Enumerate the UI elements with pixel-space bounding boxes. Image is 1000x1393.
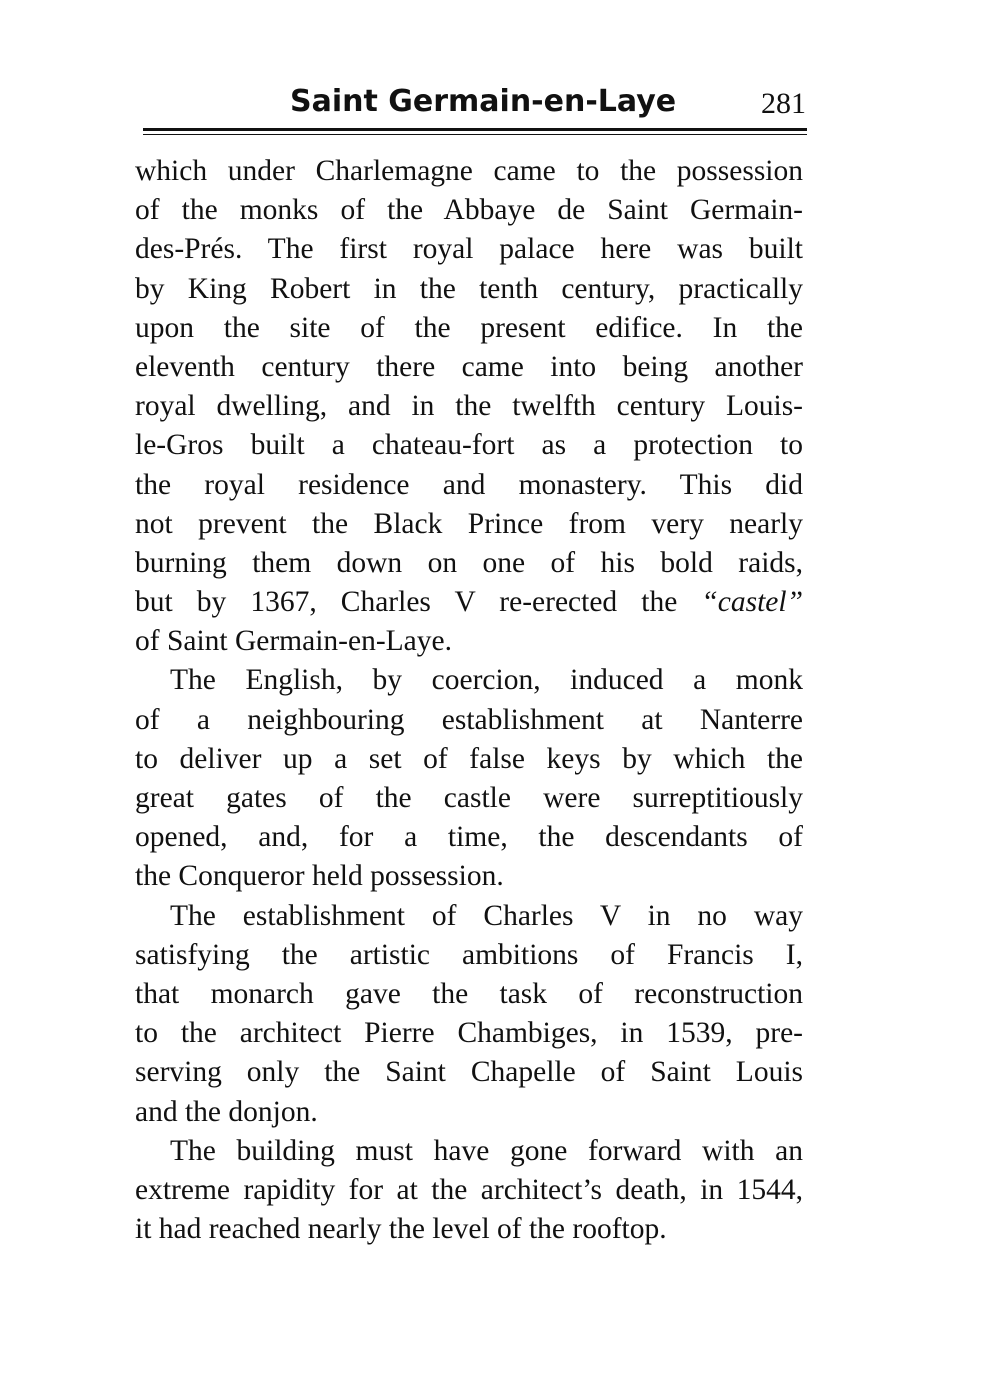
text-line: satisfying the artistic ambitions of Francis I, <box>135 938 803 971</box>
italic-term: “castel” <box>701 586 803 619</box>
paragraph-1 <box>135 152 803 661</box>
text-line-segment: but by 1367, Charles V re-erected the <box>135 586 678 619</box>
text-line: the royal residence and monastery. This did <box>135 468 803 501</box>
text-line: The building must have gone forward with an <box>170 1134 803 1167</box>
paragraph-4 <box>135 1132 803 1250</box>
text-line: eleventh century there came into being another <box>135 350 803 383</box>
text-line: by King Robert in the tenth century, practically <box>135 272 803 305</box>
text-line: The establishment of Charles V in no way <box>170 899 803 932</box>
text-line: burning them down on one of his bold raids, <box>135 546 803 579</box>
text-line: extreme rapidity for at the architect’s death, in 1544, <box>135 1173 803 1206</box>
text-line-with-italic <box>135 583 803 622</box>
text-line: not prevent the Black Prince from very nearly <box>135 507 803 540</box>
text-line: great gates of the castle were surreptitiously <box>135 782 803 814</box>
text-line: royal dwelling, and in the twelfth century Louis- <box>135 390 803 423</box>
text-line: serving only the Saint Chapelle of Saint Louis <box>135 1056 803 1089</box>
text-line: The English, by coercion, induced a monk <box>170 664 803 697</box>
text-line: that monarch gave the task of reconstruction <box>135 977 803 1010</box>
text-line: to the architect Pierre Chambiges, in 1539, pre- <box>135 1017 803 1050</box>
text-line: opened, and, for a time, the descendants of <box>135 821 803 854</box>
text-line: of a neighbouring establishment at Nanterre <box>135 703 803 736</box>
text-line: which under Charlemagne came to the possession <box>135 155 803 187</box>
body-text <box>135 152 803 1249</box>
paragraph-2 <box>135 661 803 896</box>
paragraph-3 <box>135 897 803 1132</box>
text-line: the Conqueror held possession. <box>135 860 504 893</box>
text-line: le-Gros built a chateau-fort as a protection to <box>135 429 803 462</box>
running-head <box>140 82 808 126</box>
text-line: of the monks of the Abbaye de Saint Germain- <box>135 194 803 227</box>
text-line: it had reached nearly the level of the rooftop. <box>135 1213 667 1246</box>
running-title: Saint Germain-en-Laye <box>290 84 677 119</box>
text-line: and the donjon. <box>135 1095 318 1128</box>
text-line: to deliver up a set of false keys by which the <box>135 742 803 775</box>
header-rule-thin <box>143 134 807 135</box>
page-number: 281 <box>761 87 806 120</box>
header-rule-thick <box>143 128 807 131</box>
text-line: upon the site of the present edifice. In the <box>135 311 803 344</box>
text-line: des-Prés. The first royal palace here was built <box>135 233 803 266</box>
text-line: of Saint Germain-en-Laye. <box>135 625 452 658</box>
